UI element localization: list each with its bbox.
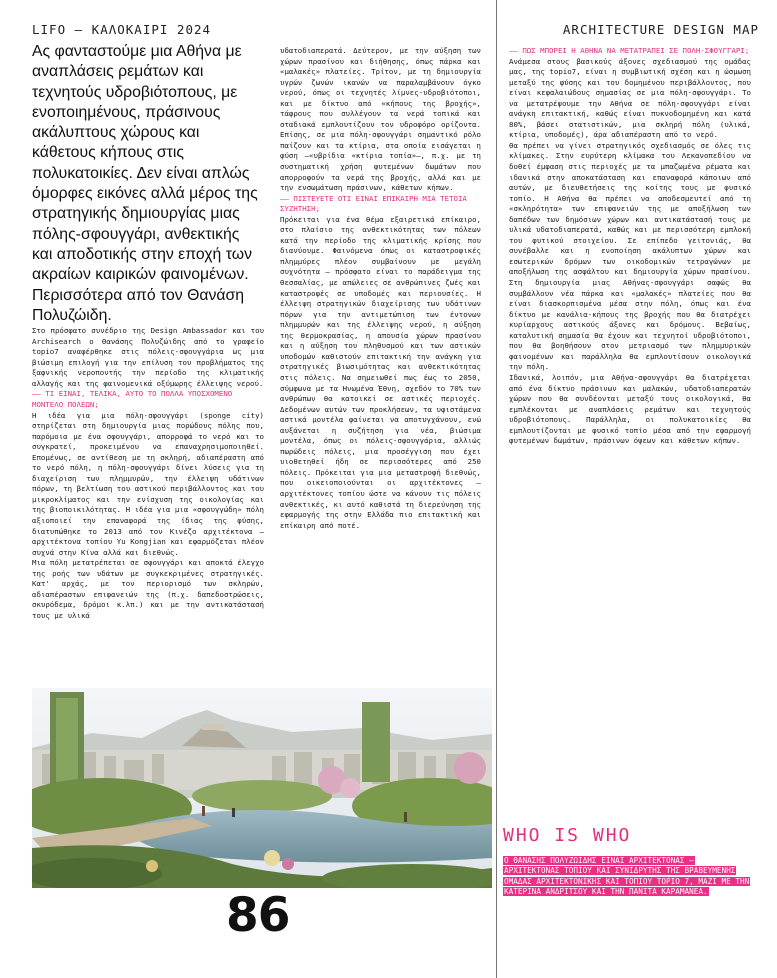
column-2 — [280, 46, 481, 531]
question-heading-3: —— ΠΩΣ ΜΠΟΡΕΙ Η ΑΘΗΝΑ ΝΑ ΜΕΤΑΤΡΑΠΕΙ ΣΕ ΠΟΛΗ-ΣΦΟΥΓΓΑΡΙ; — [509, 46, 750, 55]
who-is-who-title: WHO IS WHO — [503, 825, 632, 846]
column-divider — [496, 0, 497, 978]
sponge-city-athens-rendering — [32, 688, 492, 888]
running-header-left: LIFO — ΚΑΛΟΚΑΙΡΙ 2024 — [32, 22, 212, 37]
answer-3-paragraph-3: Ιδανικά, λοιπόν, μια Αθήνα-σφουγγάρι θα διατρέχεται από ένα δίκτυο πράσινων και μαλακών, υδατοδιαπερατών χώρων που θα συνδέονται μεταξύ τους οικολογικά, θα εμπλέκονται με αναπλάσεις ρεμάτων και τεχνητούς υδροβιότοπους. Παράλληλα, οι πολυκατοικίες θα εμπλουτίζονται με φυσικό τοπίο μέσα από την εφαρμογή φυτεμένων δωμάτων, πράσινων όψεων και κάθετων κήπων. — [509, 372, 751, 446]
who-is-who-text: Ο ΘΑΝΑΣΗΣ ΠΟΛΥΖΩΙΔΗΣ ΕΙΝΑΙ ΑΡΧΙΤΕΚΤΟΝΑΣ – ΑΡΧΙΤΕΚΤΟΝΑΣ ΤΟΠΙΟΥ ΚΑΙ ΣΥΝΙΔΡΥΤΗΣ ΤΗΣ ΒΡΑΒΕΥΜΕΝΗΣ ΟΜΑΔΑΣ ΑΡΧΙΤΕΚΤΟΝΙΚΗΣ ΚΑΙ ΤΟΠΙΟΥ TOPIO 7, ΜΑΖΙ ΜΕ ΤΗΝ ΚΑΤΕΡΙΝΑ ΑΝΔΡΙΤΣΟΥ ΚΑΙ ΤΗΝ ΠΑΝΙΤΑ ΚΑΡΑΜΑΝΕΑ. — [504, 856, 750, 897]
intro-paragraph: Στο πρόσφατο συνέδριο της Design Ambassador και του Archisearch ο Θανάσης Πολυζώιδης από το γραφείο topio7 αναφέρθηκε στις πόλεις-σφουγγάρια ως μια βιώσιμη επιλογή για την επίλυση του προβλήματος της ξαφνικής νεροποντής την περίοδο της κλιματικής αλλαγής και της φαινομενικά οξύμωρης έλλειψης νερού. — [32, 326, 264, 388]
answer-3-paragraph-1: Ανάμεσα στους βασικούς άξονες σχεδιασμού της ομάδας μας, της topio7, είναι η συμβιωτική σχέση και η ώσμωση μεταξύ της φύσης και του δομημένου περιβάλλοντος, που είναι κεφαλαιώδους σημασίας σε μια πόλη-σφουγγάρι. Το να μετατρέψουμε την Αθήνα σε πόλη-σφουγγάρι είναι ανάγκη επιτακτική, καθώς είναι πυκνοδομημένη και κατά 80%, βάσει στατιστικών, μια σκληρή πόλη (υλικά, κτίρια, υποδομές), άρα αδιαπέραστη από το νερό. — [509, 56, 751, 140]
answer-1-continuation: υδατοδιαπερατά. Δεύτερον, με την αύξηση των χώρων πρασίνου και διήθησης, όπως πάρκα και «μαλακές» πλατείες. Τρίτον, με τη δημιουργία υγρών ζωνών ικανών να παραλαμβάνουν όγκο νερού, όπως οι τεχνητές λίμνες-υδροβιότοποι, και με δίκτυο από «κήπους της βροχής», τάφρους που συλλέγουν τα νερά τοπικά και σταδιακά εμπλουτίζουν τον υδροφόρο ορίζοντα. Επίσης, σε μια πόλη-σφουγγάρι σημαντικό ρόλο παίζουν και τα κτίρια, στα οποία εισάγεται η φύση –«υβρίδια «κτίρια τοπία»–, π.χ. με τη συστηματική χρήση φυτεμένων δωμάτων που απορροφούν τα νερά της βροχής, αλλά και με την ενσωμάτωση πράσινων, κάθετων κήπων. — [280, 46, 481, 193]
column-3 — [509, 46, 751, 447]
column-1 — [32, 42, 264, 621]
who-is-who-box — [503, 856, 751, 898]
page-number: 86 — [226, 888, 290, 943]
answer-1-paragraph-2: Μια πόλη μετατρέπεται σε σφουγγάρι και αποκτά έλεγχο της ροής των υδάτων με συγκεκριμένες στρατηγικές. Κατ' αρχάς, με τον περιορισμό των σκληρών, αδιαπέραστων επιφανειών της (π.χ. δαπεδοστρώσεις, σκυρόδεμα, δρόμοι κ.λπ.) και με την αντικατάστασή τους με υλικά — [32, 558, 264, 620]
running-header-right: ARCHITECTURE DESIGN MAP — [562, 22, 759, 37]
question-heading-2: —— ΠΙΣΤΕΥΕΤΕ ΟΤΙ ΕΙΝΑΙ ΕΠΙΚΑΙΡΗ ΜΙΑ ΤΕΤΟΙΑ ΣΥΖΗΤΗΣΗ; — [280, 193, 467, 214]
question-heading-1: —— ΤΙ ΕΙΝΑΙ, ΤΕΛΙΚΑ, ΑΥΤΟ ΤΟ ΠΟΛΛΑ ΥΠΟΣΧΟΜΕΝΟ ΜΟΝΤΕΛΟ ΠΟΛΕΩΝ; — [32, 389, 233, 409]
answer-2-paragraph: Πρόκειται για ένα θέμα εξαιρετικά επίκαιρο, στο πλαίσιο της ανθεκτικότητας των πόλεων κατά την περίοδο της κλιματικής κρίσης που διανύουμε. Φαινόμενα όπως οι καταστροφικές πλημμύρες πλέον συμβαίνουν με μεγάλη συχνότητα – πρόσφατο είναι το παράδειγμα της Θεσσαλίας, με απώλειες σε ανθρώπινες ζωές και καταστροφές σε υποδομές και περιουσίες. Η έλλειψη στρατηγικών διαχείρισης των υδάτινων πόρων για την αντιμετώπιση των έντονων πλημμυρών και της έλλειψης νερού, η αύξηση της θερμοκρασίας, η απουσία χώρων πρασίνου και η αύξηση του πληθυσμού και των αστικών υποδομών καθιστούν επιτακτική την ανάγκη για στρατηγικές βιωσιμότητας και ανθεκτικότητας στις πόλεις. Να σημειωθεί πως έως το 2050, σύμφωνα με τα Ηνωμένα Έθνη, σχεδόν το 70% των ανθρώπων θα κατοικεί σε αστικές περιοχές. Δεδομένων αυτών των προκλήσεων, τα υφιστάμενα αστικά μοντέλα φαίνεται να αποτυγχάνουν, ενώ αυξάνεται η συζήτηση για νέα, βιώσιμα μοντέλα, όπως οι πόλεις-σφουγγάρια, αλλιώς πωρώδεις πόλεις, μια προσέγγιση που έχει υιοθετηθεί ήδη σε περισσότερες από 250 πόλεις. Πρόκειται για μια μεταστροφή διεθνώς, που οικειοποιούνται οι αρχιτέκτονες – αρχιτέκτονες τοπίου ώστε να κάνουν τις πόλεις ανθεκτικές, κι αυτό καθιστά τη διερεύνηση της εφαρμογής της στην Ελλάδα πιο επιτακτική και επίκαιρη από ποτέ. — [280, 214, 481, 530]
lead-paragraph: Ας φανταστούμε μια Αθήνα με αναπλάσεις ρεμάτων και τεχνητούς υδροβιότοπους, με ενοποιημένους, πράσινους ακάλυπτους χώρους και κάθετους κήπους στις πολυκατοικίες. Δεν είναι απλώς όμορφες εικόνες αλλά μέρος της στρατηγικής δημιουργίας μιας πόλης-σφουγγάρι, ανθεκτικής και αποδοτικής στην εποχή των ακραίων καιρικών φαινομένων. Περισσότερα από τον Θανάση Πολυζώιδη. — [32, 43, 258, 324]
answer-3-paragraph-2: Θα πρέπει να γίνει στρατηγικός σχεδιασμός σε όλες τις κλίμακες. Στην ευρύτερη κλίμακα του Λεκανοπεδίου να δοθεί έμφαση στις περιοχές με τα μπαζωμένα ρέματα και ιδανικά στην αποκατάσταση και επαναφορά κάποιων από αυτών, με διευθετήσεις της κοίτης τους με φυσικό τοπίο. Η Αθήνα θα πρέπει να αποδεσμευτεί από τη «σκληρότητα» των επιφανειών της με αποξήλωση των δαπέδων των δημόσιων χώρων και αντικατάστασή τους με υλικά υδατοδιαπερατά, καθώς και με περισσότερη εμπλοκή του φυτικού στοιχείου. Σε επίπεδο γειτονιάς, θα συνέβαλλε και η ενοποίηση ακάλυπτων χώρων και εσωτερικών δρόμων των οικοδομικών τετραγώνων με αποξήλωση της ασφάλτου και δημιουργία χώρων πρασίνου. Στη δημιουργία μιας Αθήνας-σφουγγάρι σαφώς θα συμβάλλουν νέα πάρκα και «μαλακές» πλατείες που θα είναι διασκορπισμένα μέσα στην πόλη, όπως και ένα δίκτυο με κανάλια-κήπους της βροχής που θα διατρέχει κυρίαρχους αστικούς άξονες και δρόμους. Βεβαίως, καταλυτική σημασία θα έχουν και τεχνητοί υδροβιότοποι, που θα βοηθήσουν στον μετριασμό των πλημμυρικών φαινομένων και παράλληλα θα εμπλουτίσουν οικολογικά την πόλη. — [509, 140, 751, 372]
answer-1-paragraph-1: Η ιδέα για μια πόλη-σφουγγάρι (sponge city) στηρίζεται στη δημιουργία μιας πορώδους πόλης που, παρόμοια με ένα σφουγγάρι, απορροφά το νερό και το συγκρατεί, προκειμένου να επαναχρησιμοποιηθεί. Επομένως, σε αντίθεση με τη σκληρή, αδιαπέραστη από το νερό πόλη, η πόλη-σφουγγάρι δίνει λύσεις για τη διαχείριση των πλημμυρών, την έλλειψη υδάτινων πόρων, τη βελτίωση του αστικού περιβάλλοντος και του μικροκλίματος και την ενίσχυση της οικολογίας και της βιοποικιλότητας. Η ιδέα για μια «σφουγγώδη» πόλη αξιοποιεί την επαναφορά της ίδιας της φύσης, διατυπώθηκε το 2013 από τον Κινέζο αρχιτέκτονα – αρχιτέκτονα τοπίου Yu Kongjian και εφαρμόζεται πλέον συχνά στην Κίνα αλλά και διεθνώς. — [32, 410, 264, 557]
